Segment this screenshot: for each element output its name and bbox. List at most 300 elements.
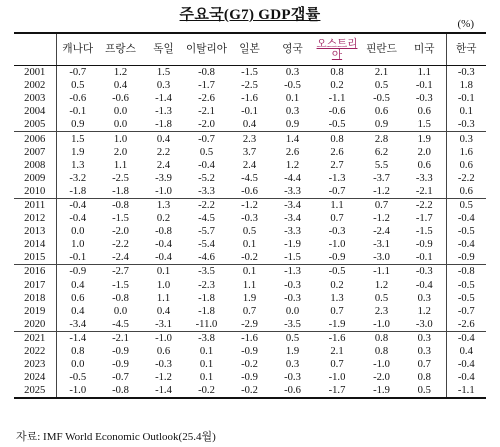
table-row — [14, 292, 486, 305]
value-cell: -2.2 — [185, 198, 228, 212]
value-cell: -3.4 — [271, 198, 314, 212]
year-cell: 2006 — [14, 132, 56, 146]
value-cell: -3.0 — [403, 318, 446, 332]
value-cell: 0.5 — [374, 80, 389, 92]
year-cell: 2014 — [14, 238, 56, 251]
value-cell: -0.5 — [457, 292, 475, 304]
value-cell: 0.5 — [446, 198, 486, 212]
value-cell: -1.6 — [228, 331, 271, 345]
value-cell: 0.7 — [360, 198, 403, 212]
value-cell: 1.2 — [285, 159, 300, 171]
value-cell: 0.6 — [71, 292, 85, 304]
value-cell: -0.3 — [403, 92, 446, 105]
value-cell: -1.0 — [56, 384, 99, 398]
year-cell: 2010 — [14, 185, 56, 199]
value-cell: -2.0 — [112, 226, 129, 238]
value-cell: -0.4 — [155, 239, 172, 251]
year-cell: 2016 — [14, 265, 56, 279]
value-cell: -2.6 — [457, 318, 475, 330]
value-cell: 5.5 — [374, 159, 389, 171]
value-cell: -2.2 — [457, 172, 475, 184]
value-cell: 0.4 — [71, 279, 85, 291]
value-cell: 1.2 — [374, 279, 389, 291]
table-row — [14, 384, 486, 398]
value-cell: -1.1 — [446, 384, 486, 398]
value-cell: 2.3 — [228, 132, 271, 146]
value-cell: -1.0 — [328, 239, 346, 251]
value-cell: -0.7 — [69, 67, 87, 79]
value-cell: -1.4 — [56, 331, 99, 345]
value-cell: 6.2 — [374, 146, 389, 158]
value-cell: 1.0 — [99, 132, 142, 146]
value-cell: -1.2 — [228, 198, 271, 212]
value-cell: -0.4 — [198, 159, 215, 171]
year-cell: 2019 — [14, 305, 56, 318]
value-cell: -1.0 — [328, 372, 346, 384]
value-cell: -1.4 — [155, 93, 172, 105]
value-cell: -3.4 — [284, 213, 301, 225]
value-cell: 0.4 — [242, 119, 257, 131]
value-cell: 0.7 — [330, 213, 344, 225]
value-cell: -0.5 — [314, 265, 360, 279]
year-cell: 2015 — [14, 251, 56, 265]
value-cell: -0.9 — [328, 252, 346, 264]
value-cell: -0.4 — [403, 279, 446, 292]
value-cell: 1.2 — [403, 305, 446, 318]
value-cell: -0.8 — [198, 67, 215, 79]
value-cell: 0.1 — [459, 106, 473, 118]
value-cell: -0.5 — [328, 119, 346, 131]
value-cell: 2.0 — [403, 146, 446, 159]
value-cell: 0.6 — [374, 106, 389, 118]
value-cell: -0.8 — [99, 198, 142, 212]
value-cell: -1.0 — [155, 185, 172, 197]
value-cell: 1.0 — [156, 279, 171, 291]
value-cell: 0.4 — [459, 346, 473, 358]
value-cell: -1.2 — [373, 185, 390, 197]
value-cell: -1.2 — [373, 213, 390, 225]
table-title: 주요국(G7) GDP갭률 — [179, 7, 321, 23]
table-row — [14, 198, 486, 212]
value-cell: 0.0 — [71, 226, 85, 238]
year-cell: 2012 — [14, 212, 56, 225]
value-cell: 0.8 — [314, 132, 360, 146]
value-cell: -3.3 — [403, 172, 446, 185]
value-cell: 0.8 — [360, 331, 403, 345]
value-cell: -1.9 — [360, 384, 403, 398]
value-cell: 0.5 — [374, 292, 389, 304]
value-cell: 0.3 — [285, 359, 300, 371]
value-cell: -0.6 — [328, 106, 346, 118]
col-header-france: 프랑스 — [99, 33, 142, 66]
value-cell: 0.7 — [330, 359, 344, 371]
value-cell: -1.7 — [314, 384, 360, 398]
value-cell: -0.8 — [112, 292, 129, 304]
value-cell: -0.8 — [446, 265, 486, 279]
value-cell: -3.3 — [284, 226, 301, 238]
value-cell: -3.3 — [198, 185, 215, 197]
value-cell: 0.7 — [242, 305, 257, 317]
table-row — [14, 118, 486, 132]
value-cell: -2.5 — [241, 80, 258, 92]
value-cell: -1.0 — [373, 318, 390, 330]
value-cell: -3.5 — [185, 265, 228, 279]
value-cell: 1.8 — [459, 80, 473, 92]
value-cell: 0.3 — [403, 345, 446, 358]
value-cell: 0.0 — [71, 359, 85, 371]
value-cell: -1.8 — [198, 292, 215, 304]
year-cell: 2018 — [14, 292, 56, 305]
value-cell: 2.3 — [374, 305, 389, 317]
value-cell: 0.8 — [71, 346, 85, 358]
year-header — [14, 33, 56, 66]
table-row — [14, 79, 486, 92]
value-cell: 0.6 — [156, 346, 171, 358]
value-cell: 0.3 — [285, 67, 300, 79]
value-cell: -0.3 — [284, 292, 301, 304]
value-cell: -0.5 — [373, 93, 390, 105]
value-cell: 1.3 — [142, 198, 185, 212]
value-cell: -4.5 — [241, 172, 258, 184]
value-cell: -0.5 — [284, 80, 301, 92]
value-cell: 0.9 — [285, 119, 300, 131]
value-cell: 0.6 — [459, 185, 473, 197]
value-cell: -1.8 — [69, 185, 87, 197]
value-cell: 0.4 — [71, 305, 85, 317]
value-cell: -0.3 — [241, 213, 258, 225]
year-cell: 2004 — [14, 105, 56, 118]
value-cell: 2.7 — [330, 159, 344, 171]
table-row — [14, 371, 486, 384]
value-cell: 0.5 — [242, 226, 257, 238]
value-cell: 1.1 — [156, 292, 171, 304]
year-cell: 2020 — [14, 318, 56, 332]
col-header-usa: 미국 — [403, 33, 446, 66]
value-cell: 0.8 — [403, 371, 446, 384]
value-cell: -5.4 — [198, 239, 215, 251]
value-cell: 0.2 — [330, 80, 344, 92]
header-row — [14, 33, 486, 66]
value-cell: 0.3 — [403, 292, 446, 305]
col-header-finland: 핀란드 — [360, 33, 403, 66]
value-cell: 0.6 — [459, 159, 473, 171]
value-cell: 0.8 — [374, 346, 389, 358]
value-cell: 1.1 — [314, 198, 360, 212]
value-cell: -0.1 — [241, 106, 258, 118]
value-cell: -2.0 — [198, 119, 215, 131]
value-cell: -1.8 — [198, 305, 215, 317]
value-cell: -3.8 — [185, 331, 228, 345]
value-cell: -1.8 — [155, 119, 172, 131]
value-cell: -0.1 — [403, 79, 446, 92]
value-cell: -3.3 — [284, 185, 301, 197]
value-cell: -2.2 — [403, 198, 446, 212]
value-cell: 0.1 — [142, 265, 185, 279]
table-row — [14, 318, 486, 332]
value-cell: -2.4 — [112, 252, 129, 264]
value-cell: 1.5 — [156, 67, 171, 79]
value-cell: 1.5 — [403, 118, 446, 132]
value-cell: -0.6 — [241, 185, 258, 197]
value-cell: -1.0 — [373, 359, 390, 371]
table-row — [14, 185, 486, 199]
value-cell: -0.9 — [241, 346, 258, 358]
value-cell: -1.4 — [142, 384, 185, 398]
col-header-japan: 일본 — [228, 33, 271, 66]
value-cell: -0.3 — [457, 119, 475, 131]
value-cell: 0.1 — [199, 372, 214, 384]
value-cell: -2.2 — [112, 239, 129, 251]
value-cell: 0.0 — [113, 106, 128, 118]
year-cell: 2005 — [14, 118, 56, 132]
year-cell: 2017 — [14, 279, 56, 292]
value-cell: -0.5 — [457, 279, 475, 291]
value-cell: -1.5 — [284, 252, 301, 264]
value-cell: -0.4 — [457, 213, 475, 225]
value-cell: -0.2 — [241, 252, 258, 264]
table-row — [14, 251, 486, 265]
value-cell: -0.3 — [155, 359, 172, 371]
value-cell: -0.6 — [112, 93, 129, 105]
table-row — [14, 66, 486, 80]
value-cell: -0.8 — [155, 226, 172, 238]
value-cell: -5.7 — [198, 226, 215, 238]
value-cell: 0.3 — [446, 132, 486, 146]
value-cell: -2.9 — [241, 318, 258, 330]
value-cell: -2.6 — [198, 93, 215, 105]
unit-label: (%) — [457, 18, 474, 30]
value-cell: 0.3 — [403, 331, 446, 345]
value-cell: -0.7 — [112, 372, 129, 384]
year-cell: 2025 — [14, 384, 56, 398]
value-cell: 0.0 — [285, 305, 300, 317]
value-cell: 2.1 — [330, 346, 344, 358]
value-cell: -0.8 — [99, 384, 142, 398]
value-cell: 1.5 — [56, 132, 99, 146]
value-cell: -0.3 — [284, 372, 301, 384]
value-cell: 1.3 — [330, 292, 344, 304]
value-cell: -0.9 — [112, 346, 129, 358]
value-cell: -1.5 — [112, 279, 129, 291]
table-body — [14, 66, 486, 399]
value-cell: 0.5 — [403, 384, 446, 398]
table-row — [14, 92, 486, 105]
year-cell: 2002 — [14, 79, 56, 92]
value-cell: -0.7 — [457, 305, 475, 317]
table-row — [14, 105, 486, 118]
value-cell: -0.4 — [446, 331, 486, 345]
value-cell: -0.1 — [457, 93, 475, 105]
value-cell: -2.4 — [373, 226, 390, 238]
value-cell: 1.6 — [459, 146, 473, 158]
value-cell: -3.4 — [69, 318, 87, 330]
value-cell: -3.1 — [373, 239, 390, 251]
table-row — [14, 225, 486, 238]
year-cell: 2024 — [14, 371, 56, 384]
value-cell: 0.1 — [199, 359, 214, 371]
value-cell: 0.7 — [403, 358, 446, 371]
value-cell: 2.6 — [285, 146, 300, 158]
value-cell: -2.1 — [403, 185, 446, 199]
value-cell: -1.3 — [328, 172, 346, 184]
table-row — [14, 345, 486, 358]
value-cell: -2.0 — [373, 372, 390, 384]
table-row — [14, 305, 486, 318]
value-cell: -0.1 — [69, 252, 87, 264]
value-cell: -1.5 — [112, 213, 129, 225]
year-cell: 2011 — [14, 198, 56, 212]
value-cell: 2.2 — [156, 146, 171, 158]
value-cell: -1.6 — [241, 93, 258, 105]
year-cell: 2007 — [14, 146, 56, 159]
value-cell: -1.5 — [241, 67, 258, 79]
value-cell: 1.2 — [113, 67, 128, 79]
value-cell: 1.4 — [271, 132, 314, 146]
value-cell: 0.2 — [330, 279, 344, 291]
table-row — [14, 146, 486, 159]
value-cell: -0.3 — [403, 265, 446, 279]
gdp-gap-table — [14, 32, 486, 399]
value-cell: 1.9 — [71, 146, 85, 158]
value-cell: 0.5 — [71, 80, 85, 92]
value-cell: 0.4 — [142, 132, 185, 146]
value-cell: 0.5 — [271, 331, 314, 345]
value-cell: -0.4 — [457, 372, 475, 384]
value-cell: -0.4 — [56, 198, 99, 212]
value-cell: 2.6 — [330, 146, 344, 158]
value-cell: -3.7 — [373, 172, 390, 184]
value-cell: 0.4 — [113, 80, 128, 92]
value-cell: 0.3 — [156, 80, 171, 92]
year-cell: 2001 — [14, 66, 56, 80]
value-cell: -11.0 — [195, 318, 218, 330]
value-cell: -1.8 — [112, 185, 129, 197]
value-cell: -0.4 — [457, 359, 475, 371]
value-cell: -3.1 — [155, 318, 172, 330]
value-cell: -2.1 — [99, 331, 142, 345]
value-cell: 0.5 — [199, 146, 214, 158]
col-header-canada: 캐나다 — [56, 33, 99, 66]
value-cell: -0.3 — [284, 279, 301, 291]
table-row — [14, 358, 486, 371]
value-cell: -0.7 — [185, 132, 228, 146]
value-cell: 2.4 — [242, 159, 257, 171]
value-cell: 0.4 — [156, 305, 171, 317]
value-cell: 0.6 — [403, 105, 446, 118]
value-cell: 0.1 — [242, 239, 257, 251]
value-cell: -0.4 — [457, 239, 475, 251]
value-cell: -3.2 — [69, 172, 87, 184]
table-row — [14, 238, 486, 251]
value-cell: -0.1 — [403, 251, 446, 265]
value-cell: -0.3 — [328, 226, 346, 238]
col-header-korea: 한국 — [446, 33, 486, 66]
value-cell: -0.1 — [69, 106, 87, 118]
value-cell: 0.9 — [71, 119, 85, 131]
value-cell: 2.8 — [360, 132, 403, 146]
value-cell: -4.5 — [112, 318, 129, 330]
value-cell: 0.0 — [113, 119, 128, 131]
col-header-austria: 오스트리아 — [314, 33, 360, 66]
value-cell: -4.5 — [198, 213, 215, 225]
value-cell: -0.6 — [271, 384, 314, 398]
value-cell: -1.2 — [155, 372, 172, 384]
value-cell: -1.6 — [314, 331, 360, 345]
value-cell: -0.9 — [403, 238, 446, 251]
value-cell: 1.0 — [71, 239, 85, 251]
table-row — [14, 279, 486, 292]
value-cell: -0.5 — [69, 372, 87, 384]
source-note: 자료: IMF World Economic Outlook(25.4월) — [16, 431, 216, 443]
value-cell: 0.1 — [285, 93, 300, 105]
table-row — [14, 331, 486, 345]
value-cell: -0.2 — [241, 359, 258, 371]
year-cell: 2013 — [14, 225, 56, 238]
year-cell: 2009 — [14, 172, 56, 185]
value-cell: 0.7 — [330, 305, 344, 317]
year-cell: 2003 — [14, 92, 56, 105]
value-cell: -0.6 — [69, 93, 87, 105]
year-cell: 2022 — [14, 345, 56, 358]
value-cell: -0.4 — [69, 213, 87, 225]
value-cell: 1.3 — [71, 159, 85, 171]
value-cell: 0.0 — [113, 305, 128, 317]
value-cell: 1.1 — [242, 279, 257, 291]
value-cell: 0.9 — [374, 119, 389, 131]
value-cell: -1.7 — [198, 80, 215, 92]
col-header-italy: 이탈리아 — [185, 33, 228, 66]
year-cell: 2008 — [14, 159, 56, 172]
value-cell: -2.7 — [99, 265, 142, 279]
value-cell: -3.9 — [155, 172, 172, 184]
table-row — [14, 172, 486, 185]
table-row — [14, 159, 486, 172]
value-cell: -1.1 — [360, 265, 403, 279]
value-cell: -4.4 — [284, 172, 301, 184]
value-cell: 2.0 — [113, 146, 128, 158]
value-cell: -4.6 — [198, 252, 215, 264]
value-cell: 0.8 — [330, 67, 344, 79]
value-cell: -0.2 — [228, 384, 271, 398]
value-cell: -1.0 — [142, 331, 185, 345]
col-header-germany: 독일 — [142, 33, 185, 66]
value-cell: 1.9 — [285, 346, 300, 358]
value-cell: -0.9 — [56, 265, 99, 279]
value-cell: -5.2 — [198, 172, 215, 184]
value-cell: -1.3 — [271, 265, 314, 279]
year-cell: 2023 — [14, 358, 56, 371]
value-cell: -0.9 — [457, 252, 475, 264]
col-header-uk: 영국 — [271, 33, 314, 66]
table-row — [14, 212, 486, 225]
value-cell: 0.1 — [199, 346, 214, 358]
value-cell: -0.2 — [185, 384, 228, 398]
value-cell: 3.7 — [242, 146, 257, 158]
value-cell: 0.1 — [228, 265, 271, 279]
value-cell: -3.5 — [284, 318, 301, 330]
value-cell: -1.9 — [328, 318, 346, 330]
value-cell: -0.9 — [112, 359, 129, 371]
table-row — [14, 265, 486, 279]
value-cell: -2.1 — [198, 106, 215, 118]
value-cell: 0.6 — [403, 159, 446, 172]
value-cell: -0.4 — [155, 252, 172, 264]
value-cell: -1.1 — [328, 93, 346, 105]
value-cell: -0.9 — [241, 372, 258, 384]
value-cell: -0.5 — [457, 226, 475, 238]
value-cell: -2.3 — [198, 279, 215, 291]
value-cell: -1.9 — [284, 239, 301, 251]
